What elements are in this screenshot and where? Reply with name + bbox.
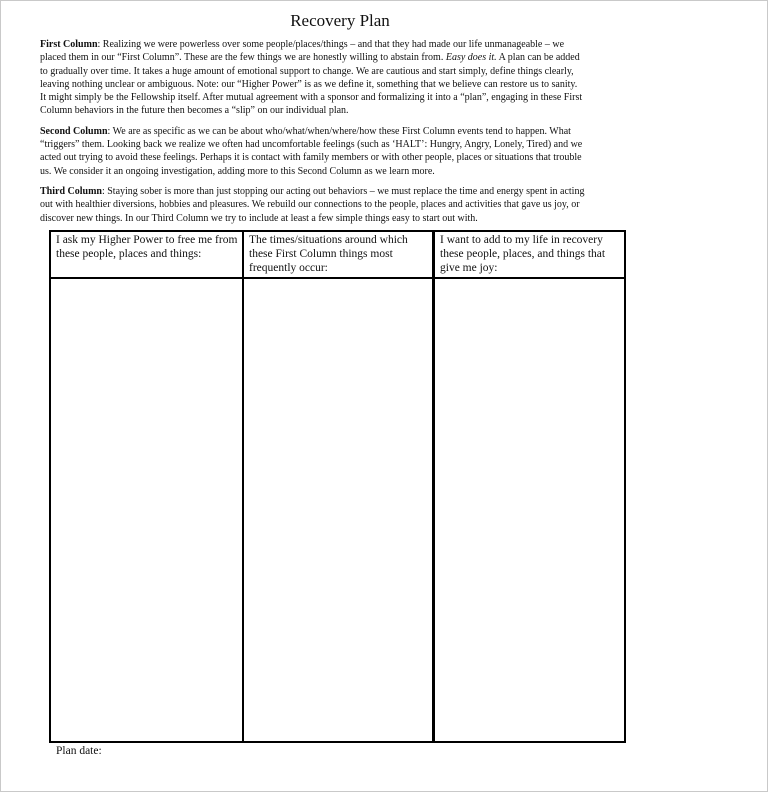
recovery-plan-table	[49, 230, 626, 743]
column-header-first-column: I ask my Higher Power to free me from these people, places and things:	[50, 231, 243, 278]
easy-does-it-italic-text: Easy does it.	[445, 52, 497, 64]
first-column-lead-label: First Column	[40, 39, 98, 50]
intro-paragraph-second-column	[40, 125, 585, 178]
plan-table-header-row	[50, 231, 625, 278]
second-column-entry-cell	[243, 278, 434, 742]
third-column-text: : Staying sober is more than just stopping our acting out behaviors – we must replace the time and energy spent in acting out with healthier diversions, hobbies and pleasures. We rebuild our connections to the people, places and activities that gave us joy, or discover new things. In our Third Column we try to include at least a few simple things easy to start out with.	[40, 185, 585, 224]
third-column-entry-cell	[434, 278, 626, 742]
intro-text-block	[40, 38, 585, 232]
plan-date-label: Plan date:	[56, 745, 102, 757]
first-column-text-2: A plan can be added to gradually over time. It takes a huge amount of emotional support to change. We are cautious and start simply, define things clearly, leaving nothing unclear or ambiguous. Note: our “Higher Power” is as we define it, something that we believe can restore us to sanity. It might simply be the Fellowship itself. After mutual agreement with a sponsor and formalizing it into a “plan”, engaging in these First Column behaviors in the future then becomes a “slip” on our individual plan.	[40, 52, 583, 117]
first-column-text-1: : Realizing we were powerless over some people/places/things – and that they had made our life unmanageable – we placed them in our “First Column”. These are the few things we are honestly willing to abstain from.	[40, 39, 565, 64]
first-column-entry-cell	[50, 278, 243, 742]
table-header-row	[50, 231, 625, 278]
plan-table-body	[50, 278, 625, 742]
second-column-text: : We are as specific as we can be about who/what/when/where/how these First Column events tend to happen. What “triggers” them. Looking back we realize we often had uncomfortable feelings (such as ‘HALT’: Hungry, Angry, Lonely, Tired) and we acted out trying to avoid these feelings. Perhaps it is contact with family members or with other people, places or situations that trouble us. We consider it an ongoing investigation, adding more to this Second Column as we learn more.	[40, 125, 583, 177]
intro-paragraph-first-column	[40, 38, 585, 118]
third-column-lead-label: Third Column	[40, 185, 102, 197]
intro-paragraph-third-column	[40, 185, 585, 225]
second-column-lead-label: Second Column	[40, 125, 108, 137]
page-title: Recovery Plan	[290, 11, 390, 30]
column-header-second-column: The times/situations around which these First Column things most frequently occur:	[243, 231, 434, 278]
column-header-third-column: I want to add to my life in recovery these people, places, and things that give me joy:	[434, 231, 626, 278]
table-body-row	[50, 278, 625, 742]
